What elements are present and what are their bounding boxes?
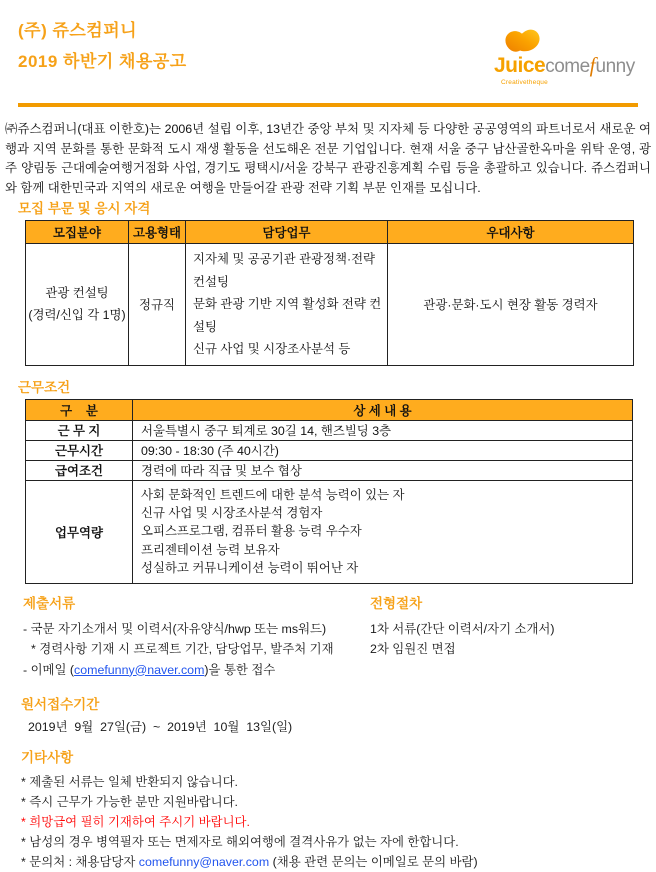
logo-unny-text: unny [595,56,635,77]
period-section [21,697,656,735]
process-step-2: 2차 임원진 면접 [370,642,456,657]
logo-tagline: Creativetheque [501,79,548,86]
process-steps [370,619,555,660]
row-label-hours: 근무시간 [26,440,133,460]
documents-item-career-note: * 경력사항 기재 시 프로젝트 기간, 담당업무, 발주처 기재 [31,642,334,657]
misc-section-heading: 기타사항 [21,750,74,766]
duty-line: 지자체 및 공공기관 관광정책·전략 컨설팅 [193,252,376,289]
col-header-detail: 상 세 내 용 [133,399,633,420]
cell-preference: 관광·문화·도시 현장 활동 경력자 [388,244,634,366]
cell-employment-type: 정규직 [129,244,186,366]
cell-duties [186,244,388,366]
duty-line: 문화 관광 기반 지역 활성화 전략 컨설팅 [193,297,382,334]
row-label-capability: 업무역량 [26,480,133,583]
row-label-salary: 급여조건 [26,460,133,480]
col-header-preference: 우대사항 [388,221,634,244]
documents-item-email-suffix: )을 통한 접수 [204,662,276,677]
col-header-field: 모집분야 [26,221,129,244]
company-logo [494,25,636,86]
field-line2: (경력/신입 각 1명) [28,308,126,323]
document-header [0,0,656,86]
misc-item-contact-prefix: * 문의처 : 채용담당자 [21,855,139,870]
documents-list [23,619,370,681]
table-row [26,420,633,440]
row-label-workplace: 근 무 지 [26,420,133,440]
col-header-employment-type: 고용형태 [129,221,186,244]
process-step-1: 1차 서류(간단 이력서/자기 소개서) [370,621,555,636]
table-row [26,480,633,583]
contact-email-link[interactable]: comefunny@naver.com [138,855,270,870]
col-header-duties: 담당업무 [186,221,388,244]
application-period-value: 2019년 9월 27일(금) ~ 2019년 10월 13일(일) [28,720,293,735]
misc-list [21,772,656,872]
duty-line: 신규 사업 및 시장조사분석 등 [193,342,351,356]
misc-item-military: * 남성의 경우 병역필자 또는 면제자로 해외여행에 결격사유가 없는 자에 한합니다. [21,835,459,850]
logo-come-text: come [545,56,590,77]
capability-line: 사회 문화적인 트렌드에 대한 분석 능력이 있는 자 [141,487,405,502]
process-section [370,596,555,681]
email-link[interactable]: comefunny@naver.com [74,662,205,677]
cell-field [26,244,129,366]
intro-paragraph: ㈜쥬스컴퍼니(대표 이한호)는 2006년 설립 이후, 13년간 중앙 부처 및 지자체 등 다양한 공공영역의 파트너로서 새로운 여행과 지역 문화를 통한 문화적 도시 재생 활동을 선도해온 전문 기업입니다. 현재 서울 중구 남산골한옥마을 위탁 운영, 광주 양림동 근대예술여행거점화 사업, 경기도 평택시/서울 강북구 관광진흥계획 수립 등을 총괄하고 있습니다. 쥬스컴퍼니와 함께 대한민국과 지역의 새로운 여행을 만들어갈 관광 전략 기획 부문 인재를 모십니다. [5,122,651,195]
juice-bean-icon [500,25,636,55]
logo-f-text: f [589,53,596,77]
conditions-section-heading: 근무조건 [18,379,71,395]
col-header-category: 구 분 [26,399,133,420]
table-row [26,460,633,480]
logo-wordmark [494,55,636,78]
row-value-capability [133,480,633,583]
documents-process-row [23,596,656,681]
recruit-table-header-row [26,221,634,244]
header-divider [18,103,638,107]
capability-line: 프리젠테이션 능력 보유자 [141,542,280,557]
row-value-salary: 경력에 따라 직급 및 보수 협상 [133,460,633,480]
recruit-table [25,220,634,366]
title-block [18,21,187,71]
row-value-hours: 09:30 - 18:30 (주 40시간) [133,440,633,460]
company-name: (주) 쥬스컴퍼니 [18,21,138,40]
misc-item-immediate-work: * 즉시 근무가 가능한 분만 지원바랍니다. [21,795,238,810]
documents-item-email [23,660,370,681]
field-line1: 관광 컨설팅 [45,286,109,301]
conditions-table-header-row [26,399,633,420]
documents-section-heading: 제출서류 [23,595,76,611]
process-section-heading: 전형절차 [370,595,423,611]
documents-section [23,596,370,681]
documents-item-email-prefix: - 이메일 ( [23,662,75,677]
misc-item-no-return: * 제출된 서류는 일체 반환되지 않습니다. [21,775,238,790]
capability-line: 성실하고 커뮤니케이션 능력이 뛰어난 자 [141,561,359,576]
row-value-workplace: 서울특별시 중구 퇴계로 30길 14, 핸즈빌딩 3층 [133,420,633,440]
capability-line: 오피스프로그램, 컴퓨터 활용 능력 우수자 [141,524,362,539]
table-row [26,440,633,460]
recruit-table-row [26,244,634,366]
misc-item-contact [21,852,656,872]
misc-item-desired-salary: * 희망급여 필히 기재하여 주시기 바랍니다. [21,815,250,830]
misc-section [21,750,656,872]
recruit-section-heading: 모집 부문 및 응시 자격 [18,201,151,216]
capability-line: 신규 사업 및 시장조사분석 경험자 [141,505,323,520]
misc-item-contact-suffix: (채용 관련 문의는 이메일로 문의 바람) [269,855,478,870]
documents-item-resume: - 국문 자기소개서 및 이력서(자유양식/hwp 또는 ms워드) [23,621,327,636]
period-section-heading: 원서접수기간 [21,697,100,713]
notice-title: 2019 하반기 채용공고 [18,52,187,71]
conditions-table [25,399,633,584]
logo-brand-text: Juice [494,54,546,77]
